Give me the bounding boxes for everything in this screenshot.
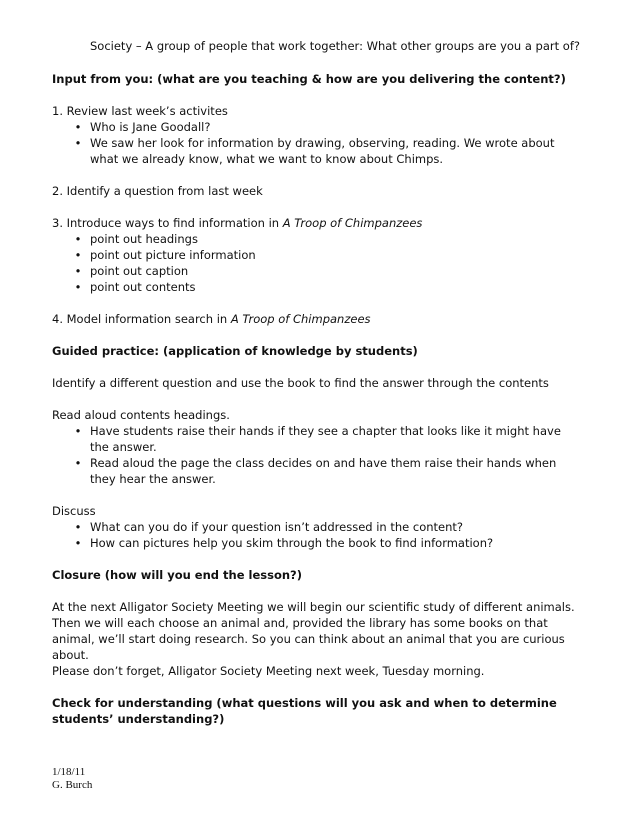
bullet-icon: • [74,280,82,294]
step4-label-prefix: 4. Model information search in [52,312,231,326]
list-item-text: point out picture information [90,248,256,262]
step3-label [52,215,422,231]
closure-text: At the next Alligator Society Meeting we will begin our scientific study of different animals. Then we will each choose an animal and, provided the library has some books on that animal, we’ll start doing research. So you can think about an animal that you are curious about. [52,600,575,662]
list-item [72,247,572,263]
list-item-text: We saw her look for information by drawing, observing, reading. We wrote about what we already know, what we want to know about Chimps. [90,136,555,166]
list-item-text: point out caption [90,264,189,278]
list-item [72,455,572,487]
list-item [72,519,572,535]
list-item-text: What can you do if your question isn’t addressed in the content? [90,520,464,534]
footer-date: 1/18/11 [52,766,86,778]
bullet-icon: • [74,136,82,150]
list-item [72,231,572,247]
list-item-text: point out headings [90,232,198,246]
check-heading: Check for understanding (what questions will you ask and when to determine students’ understanding?) [52,696,557,726]
bullet-icon: • [74,232,82,246]
step3-label-prefix: 3. Introduce ways to find information in [52,216,283,230]
closure-heading: Closure (how will you end the lesson?) [52,568,302,582]
list-item [72,119,572,135]
bullet-icon: • [74,248,82,262]
book-title: A Troop of Chimpanzees [282,216,423,230]
list-item [72,263,572,279]
reminder-text: Please don’t forget, Alligator Society Meeting next week, Tuesday morning. [52,664,485,678]
list-item [72,423,572,455]
bullet-icon: • [74,120,82,134]
top-line: Society – A group of people that work together: What other groups are you a part of? [90,39,580,53]
bullet-icon: • [74,424,82,438]
list-item-text: How can pictures help you skim through the book to find information? [90,536,494,550]
bullet-icon: • [74,456,82,470]
step2-label: 2. Identify a question from last week [52,184,263,198]
list-item [72,135,572,167]
list-item [72,535,572,551]
list-item-text: Have students raise their hands if they see a chapter that looks like it might have the answer. [90,424,561,454]
input-heading: Input from you: (what are you teaching & how are you delivering the content?) [52,72,566,86]
book-title: A Troop of Chimpanzees [230,312,371,326]
guided-heading: Guided practice: (application of knowledge by students) [52,344,418,358]
bullet-icon: • [74,536,82,550]
list-item [72,279,572,295]
step4-label [52,311,371,327]
list-item-text: Read aloud the page the class decides on and have them raise their hands when they hear the answer. [90,456,557,486]
list-item-text: point out contents [90,280,196,294]
read-aloud-label: Read aloud contents headings. [52,408,230,422]
bullet-icon: • [74,264,82,278]
footer-author: G. Burch [52,779,93,791]
list-item-text: Who is Jane Goodall? [90,120,211,134]
guided-text: Identify a different question and use the book to find the answer through the contents [52,376,549,390]
discuss-label: Discuss [52,504,96,518]
step1-label: 1. Review last week’s activites [52,104,228,118]
bullet-icon: • [74,520,82,534]
